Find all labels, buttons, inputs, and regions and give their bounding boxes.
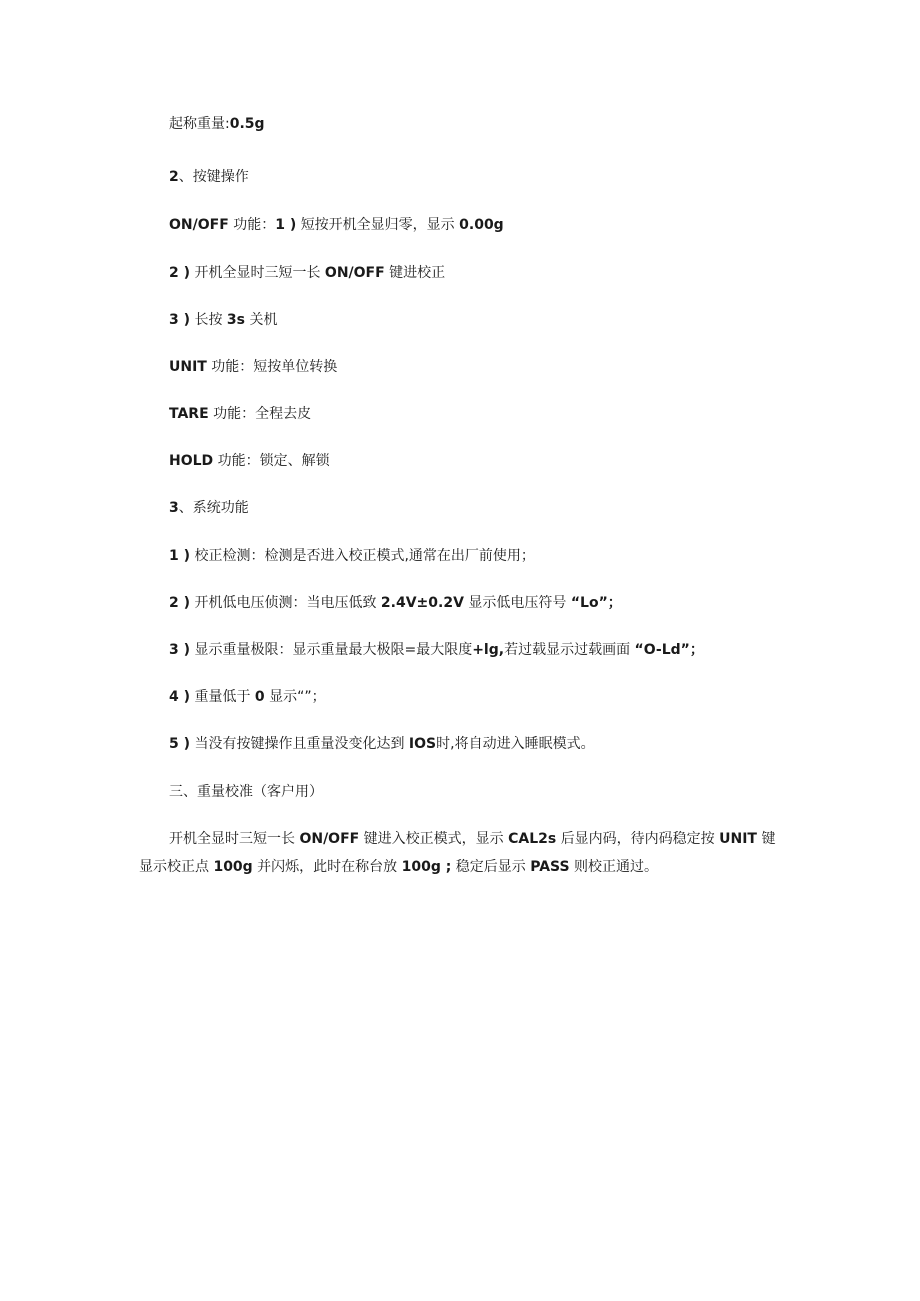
onoff-function-2: 2 ) 开机全显时三短一长 ON/OFF 键进校正 — [169, 265, 446, 281]
spec-min-weight: 起称重量:0.5g — [169, 116, 265, 132]
onoff-function-1: ON/OFF 功能：1 ) 短按开机全显归零，显示 0.00g — [169, 217, 504, 233]
unit-function: UNIT 功能：短按单位转换 — [169, 359, 338, 375]
system-function-2: 2 ) 开机低电压侦测：当电压低致 2.4V±0.2V 显示低电压符号 “Lo”； — [169, 595, 622, 611]
onoff-function-3: 3 ) 长按 3s 关机 — [169, 312, 278, 328]
system-function-5: 5 ) 当没有按键操作且重量没变化达到 IOS时,将自动进入睡眠模式。 — [169, 736, 595, 752]
system-function-4: 4 ) 重量低于 0 显示“”； — [169, 689, 326, 705]
system-function-3: 3 ) 显示重量极限：显示重量最大极限=最大限度+lg,若过载显示过载画面 “O-Ld”； — [169, 642, 704, 658]
section-heading-keys: 2、按键操作 — [169, 169, 249, 185]
section-heading-system: 3、系统功能 — [169, 500, 249, 516]
calibration-paragraph: 开机全显时三短一长 ON/OFF 键进入校正模式，显示 CAL2s 后显内码，待内码稳定按 UNIT 键显示校正点 100g 并闪烁，此时在称台放 100g ; 稳定后显示 PASS 则校正通过。 — [139, 831, 776, 875]
section-heading-calibration: 三、重量校准（客户用） — [169, 784, 323, 800]
system-function-1: 1 ) 校正检测：检测是否进入校正模式,通常在出厂前使用； — [169, 548, 535, 564]
tare-function: TARE 功能：全程去皮 — [169, 406, 312, 422]
hold-function: HOLD 功能：锁定、解锁 — [169, 453, 330, 469]
